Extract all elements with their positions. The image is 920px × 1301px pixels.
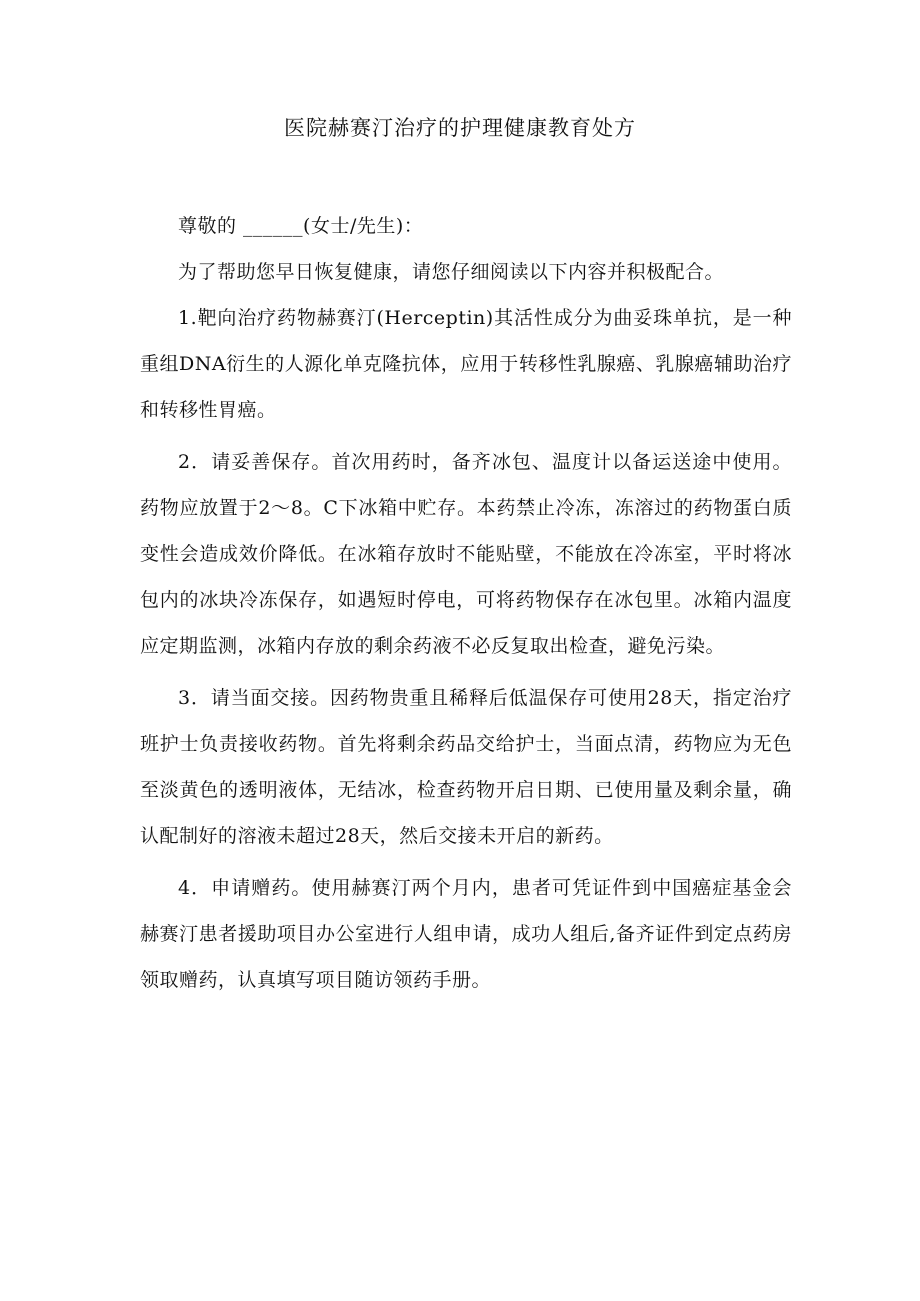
item-2-paragraph: 2．请妥善保存。首次用药时，备齐冰包、温度计以备运送途中使用。药物应放置于2～8。C下冰箱中贮存。本药禁止冷冻，冻溶过的药物蛋白质变性会造成效价降低。在冰箱存放时不能贴壁，不能放在冷冻室，平时将冰包内的冰块冷冻保存，如遇短时停电，可将药物保存在冰包里。冰箱内温度应定期监测，冰箱内存放的剩余药液不必反复取出检查，避免污染。: [140, 451, 792, 657]
document-body: [140, 203, 792, 1003]
intro-paragraph: 为了帮助您早日恢复健康，请您仔细阅读以下内容并积极配合。: [178, 261, 725, 283]
greeting-line: 尊敬的 ______(女士/先生)：: [178, 215, 424, 237]
item-1-paragraph: 1.靶向治疗药物赫赛汀(Herceptin)其活性成分为曲妥珠单抗，是一种重组DNA衍生的人源化单克隆抗体，应用于转移性乳腺癌、乳腺癌辅助治疗和转移性胃癌。: [140, 307, 792, 421]
document-title: 医院赫赛汀治疗的护理健康教育处方: [284, 116, 636, 140]
item-4-paragraph: 4．申请赠药。使用赫赛汀两个月内，患者可凭证件到中国癌症基金会赫赛汀患者援助项目办公室进行人组申请，成功人组后,备齐证件到定点药房领取赠药，认真填写项目随访领药手册。: [140, 877, 792, 991]
item-3-paragraph: 3．请当面交接。因药物贵重且稀释后低温保存可使用28天，指定治疗班护士负责接收药物。首先将剩余药品交给护士，当面点清，药物应为无色至淡黄色的透明液体，无结冰，检查药物开启日期、已使用量及剩余量，确认配制好的溶液未超过28天，然后交接未开启的新药。: [140, 687, 792, 847]
